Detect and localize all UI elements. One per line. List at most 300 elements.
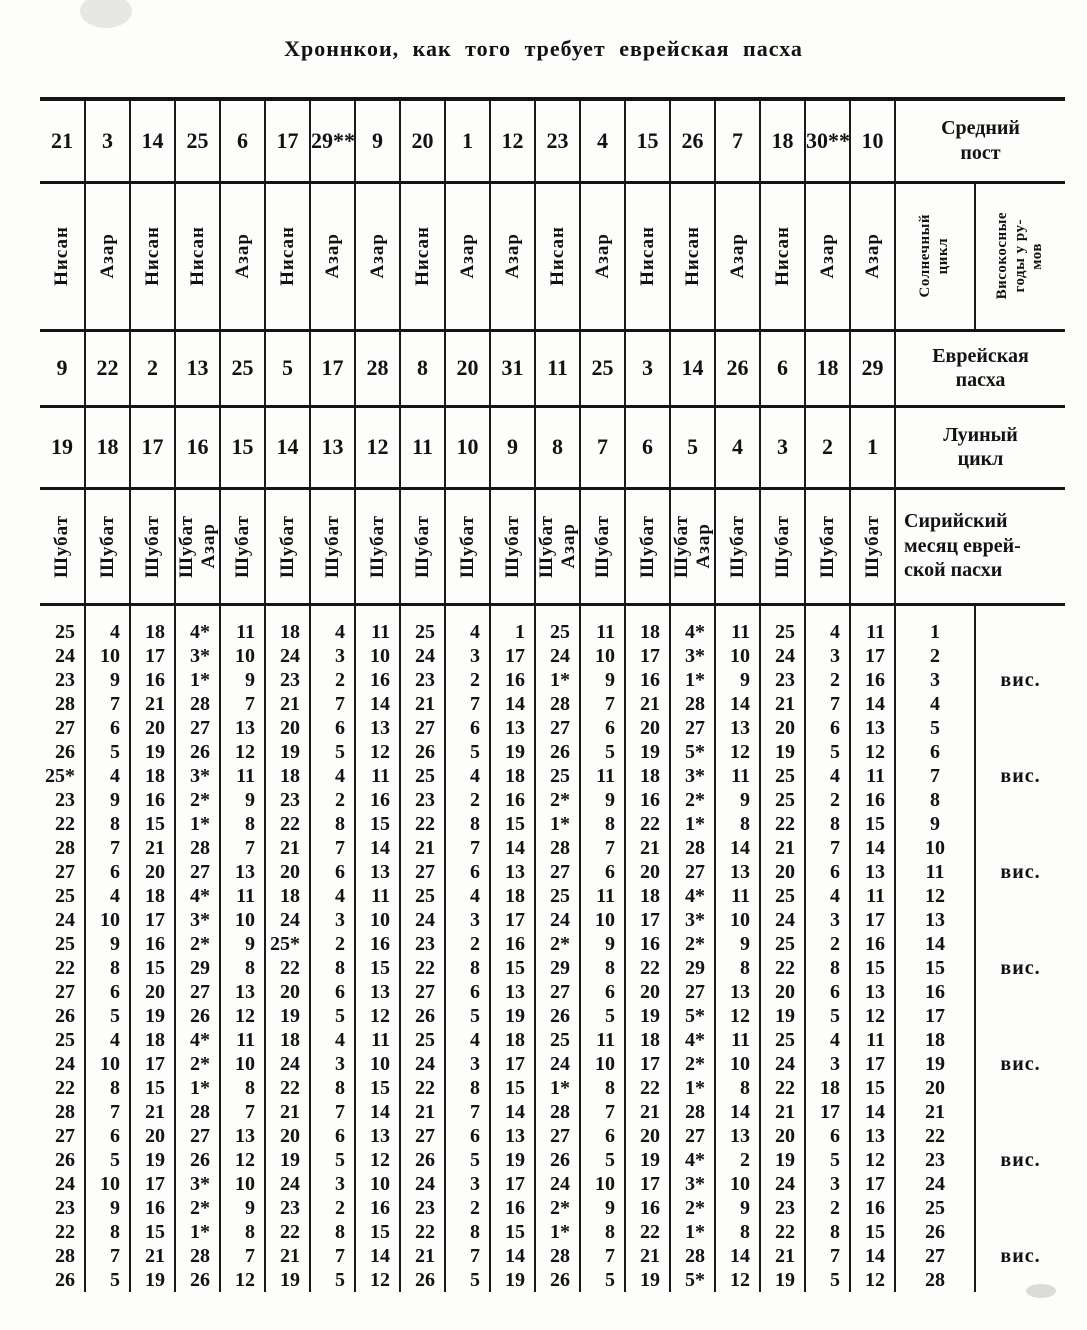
month-cell: [175, 182, 220, 330]
day-cell: 25: [400, 884, 445, 908]
day-cell: 5: [85, 1268, 130, 1292]
day-cell: 28: [535, 1244, 580, 1268]
day-cell: 4*: [670, 1148, 715, 1172]
leap-marker-cell: вис.: [1000, 764, 1041, 787]
mid-fast-value: 21: [40, 99, 85, 182]
day-cell: 26: [40, 1148, 85, 1172]
lunar-cycle-value: 14: [265, 406, 310, 488]
day-cell: 7: [310, 1100, 355, 1124]
day-cell: 13: [355, 1124, 400, 1148]
spacer-cell: [400, 604, 445, 620]
day-cell: 26: [175, 1004, 220, 1028]
day-cell: 16: [490, 1196, 535, 1220]
day-cell: 8: [715, 1076, 760, 1100]
day-cell: 13: [220, 980, 265, 1004]
day-cell: 6: [805, 860, 850, 884]
scan-smudge-top: [80, 0, 132, 28]
day-cell: 19: [130, 1148, 175, 1172]
day-cell: 16: [130, 668, 175, 692]
day-cell: 13: [490, 860, 535, 884]
day-cell: 28: [535, 836, 580, 860]
row-middle-fast: [40, 99, 1065, 182]
passover-value: 8: [400, 330, 445, 406]
day-cell: 24: [760, 908, 805, 932]
day-cell: 2: [310, 932, 355, 956]
day-cell: 1*: [535, 1076, 580, 1100]
day-cell: 15: [490, 1220, 535, 1244]
mid-fast-value: 14: [130, 99, 175, 182]
day-cell: 7: [445, 1244, 490, 1268]
day-cell: 14: [490, 1100, 535, 1124]
passover-value: 2: [130, 330, 175, 406]
day-cell: 16: [850, 668, 895, 692]
leap-marker-cell: [975, 644, 1065, 668]
year-number-cell: 7: [895, 764, 975, 788]
day-cell: 23: [760, 668, 805, 692]
leap-years-label: [975, 182, 1065, 330]
day-cell: 22: [400, 812, 445, 836]
day-cell: 8: [445, 1220, 490, 1244]
day-cell: 10: [355, 644, 400, 668]
syrian-month-cell: [490, 488, 535, 604]
day-cell: 18: [490, 1028, 535, 1052]
day-cell: 11: [850, 884, 895, 908]
day-cell: 3*: [175, 1172, 220, 1196]
lunar-cycle-value: 6: [625, 406, 670, 488]
table-row: [40, 884, 1065, 908]
day-cell: 17: [130, 644, 175, 668]
day-cell: 26: [175, 740, 220, 764]
day-cell: 2*: [670, 1052, 715, 1076]
day-cell: 26: [400, 1004, 445, 1028]
day-cell: 24: [400, 1052, 445, 1076]
day-cell: 4*: [670, 1028, 715, 1052]
day-cell: 9: [220, 932, 265, 956]
year-number-cell: 27: [895, 1244, 975, 1268]
vertical-text: Азар: [816, 233, 838, 279]
day-cell: 6: [85, 980, 130, 1004]
day-cell: 6: [445, 1124, 490, 1148]
day-cell: 21: [130, 692, 175, 716]
passover-value: 29: [850, 330, 895, 406]
day-cell: 20: [760, 716, 805, 740]
day-cell: 25: [400, 1028, 445, 1052]
day-cell: 12: [715, 1268, 760, 1292]
day-cell: 19: [760, 1268, 805, 1292]
spacer-cell: [130, 604, 175, 620]
spacer-cell: [40, 604, 85, 620]
day-cell: 4: [310, 884, 355, 908]
vertical-text: Нисан: [141, 226, 163, 286]
day-cell: 4: [445, 1028, 490, 1052]
day-cell: 21: [400, 1100, 445, 1124]
year-number-cell: 4: [895, 692, 975, 716]
leap-marker-cell: [975, 836, 1065, 860]
table-row: [40, 1028, 1065, 1052]
passover-value: 25: [580, 330, 625, 406]
day-cell: 7: [85, 836, 130, 860]
day-cell: 13: [355, 860, 400, 884]
day-cell: 13: [850, 980, 895, 1004]
day-cell: 24: [40, 1052, 85, 1076]
table-row: [40, 932, 1065, 956]
vertical-text: Шубат: [861, 514, 883, 578]
syrian-month-cell: [130, 488, 175, 604]
day-cell: 16: [130, 788, 175, 812]
day-cell: 21: [265, 1100, 310, 1124]
day-cell: 22: [760, 812, 805, 836]
day-cell: 7: [220, 1244, 265, 1268]
leap-marker-cell: [975, 908, 1065, 932]
day-cell: 26: [40, 740, 85, 764]
day-cell: 12: [355, 1148, 400, 1172]
day-cell: 7: [310, 836, 355, 860]
day-cell: 17: [850, 908, 895, 932]
day-cell: 26: [400, 1148, 445, 1172]
table-row: [40, 908, 1065, 932]
day-cell: 19: [265, 1004, 310, 1028]
passover-value: 13: [175, 330, 220, 406]
day-cell: 10: [580, 1052, 625, 1076]
day-cell: 13: [490, 1124, 535, 1148]
day-cell: 15: [130, 1076, 175, 1100]
day-cell: 22: [265, 812, 310, 836]
day-cell: 25: [760, 620, 805, 644]
day-cell: 28: [670, 1244, 715, 1268]
day-cell: 11: [850, 1028, 895, 1052]
day-cell: 11: [715, 1028, 760, 1052]
day-cell: 28: [535, 1100, 580, 1124]
table-row: [40, 644, 1065, 668]
day-cell: 23: [265, 788, 310, 812]
day-cell: 17: [490, 1172, 535, 1196]
vertical-text: Азар: [861, 233, 883, 279]
day-cell: 6: [85, 1124, 130, 1148]
day-cell: 26: [535, 1004, 580, 1028]
day-cell: 14: [715, 1100, 760, 1124]
day-cell: 4: [310, 1028, 355, 1052]
day-cell: 26: [175, 1148, 220, 1172]
day-cell: 17: [850, 1052, 895, 1076]
day-cell: 5: [445, 740, 490, 764]
leap-marker-cell: вис.: [1000, 860, 1041, 883]
passover-value: 17: [310, 330, 355, 406]
day-cell: 28: [40, 1100, 85, 1124]
day-cell: 25: [400, 620, 445, 644]
spacer-cell: [895, 604, 975, 620]
table-header: [40, 99, 1065, 604]
day-cell: 5: [445, 1004, 490, 1028]
day-cell: 7: [310, 1244, 355, 1268]
day-cell: 10: [85, 1172, 130, 1196]
day-cell: 23: [760, 1196, 805, 1220]
day-cell: 13: [850, 1124, 895, 1148]
day-cell: 20: [625, 716, 670, 740]
year-number-cell: 18: [895, 1028, 975, 1052]
day-cell: 19: [130, 740, 175, 764]
mid-fast-value: 7: [715, 99, 760, 182]
month-cell: [40, 182, 85, 330]
day-cell: 19: [265, 1268, 310, 1292]
day-cell: 21: [130, 1100, 175, 1124]
day-cell: 1*: [175, 1220, 220, 1244]
day-cell: 14: [850, 1244, 895, 1268]
spacer-cell: [535, 604, 580, 620]
day-cell: 22: [265, 1220, 310, 1244]
vertical-text: Азар: [96, 233, 118, 279]
day-cell: 13: [220, 1124, 265, 1148]
day-cell: 19: [490, 740, 535, 764]
day-cell: 8: [445, 812, 490, 836]
leap-marker-cell: [975, 716, 1065, 740]
vertical-text: Шубат: [501, 514, 523, 578]
day-cell: 22: [625, 1076, 670, 1100]
day-cell: 2*: [175, 1196, 220, 1220]
day-cell: 17: [625, 908, 670, 932]
day-cell: 2*: [670, 788, 715, 812]
day-cell: 27: [175, 716, 220, 740]
day-cell: 21: [400, 692, 445, 716]
vertical-text: Шубат: [96, 514, 118, 578]
day-cell: 25: [760, 1028, 805, 1052]
spacer-cell: [625, 604, 670, 620]
day-cell: 17: [490, 644, 535, 668]
day-cell: 3*: [670, 644, 715, 668]
day-cell: 5: [580, 1268, 625, 1292]
day-cell: 25: [760, 884, 805, 908]
month-cell: [220, 182, 265, 330]
day-cell: 3*: [670, 908, 715, 932]
year-number-cell: 9: [895, 812, 975, 836]
day-cell: 8: [445, 1076, 490, 1100]
day-cell: 12: [220, 1004, 265, 1028]
vertical-text: Шубат: [670, 514, 692, 578]
day-cell: 8: [580, 1220, 625, 1244]
day-cell: 1*: [670, 1220, 715, 1244]
day-cell: 26: [535, 1148, 580, 1172]
day-cell: 1*: [535, 812, 580, 836]
day-cell: 8: [805, 1220, 850, 1244]
day-cell: 14: [850, 692, 895, 716]
day-cell: 18: [265, 884, 310, 908]
table-row: [40, 1196, 1065, 1220]
table-row: [40, 836, 1065, 860]
spacer-cell: [850, 604, 895, 620]
day-cell: 4*: [670, 884, 715, 908]
vertical-text: Азар: [456, 233, 478, 279]
day-cell: 24: [265, 644, 310, 668]
day-cell: 22: [625, 812, 670, 836]
day-cell: 14: [850, 1100, 895, 1124]
day-cell: 16: [355, 1196, 400, 1220]
day-cell: 17: [805, 1100, 850, 1124]
leap-marker-cell: [975, 620, 1065, 644]
day-cell: 10: [580, 1172, 625, 1196]
day-cell: 21: [760, 1100, 805, 1124]
day-cell: 17: [490, 1052, 535, 1076]
leap-marker-cell: [975, 1172, 1065, 1196]
day-cell: 17: [130, 1172, 175, 1196]
day-cell: 13: [715, 716, 760, 740]
day-cell: 10: [715, 1172, 760, 1196]
day-cell: 9: [715, 668, 760, 692]
day-cell: 20: [760, 860, 805, 884]
lunar-cycle-value: 16: [175, 406, 220, 488]
day-cell: 25: [40, 932, 85, 956]
day-cell: 8: [220, 1076, 265, 1100]
day-cell: 3*: [670, 1172, 715, 1196]
syrian-month-cell: [445, 488, 490, 604]
day-cell: 19: [625, 1268, 670, 1292]
day-cell: 10: [85, 644, 130, 668]
day-cell: 4*: [175, 884, 220, 908]
day-cell: 25: [40, 620, 85, 644]
day-cell: 25: [40, 884, 85, 908]
day-cell: 21: [400, 836, 445, 860]
day-cell: 21: [130, 1244, 175, 1268]
day-cell: 19: [760, 1004, 805, 1028]
day-cell: 24: [400, 908, 445, 932]
day-cell: 12: [850, 1268, 895, 1292]
day-cell: 1*: [535, 1220, 580, 1244]
day-cell: 24: [760, 644, 805, 668]
passover-value: 25: [220, 330, 265, 406]
day-cell: 24: [760, 1052, 805, 1076]
day-cell: 16: [490, 788, 535, 812]
day-cell: 4: [310, 620, 355, 644]
day-cell: 27: [40, 716, 85, 740]
day-cell: 8: [310, 1220, 355, 1244]
leap-marker-cell: [975, 1100, 1065, 1124]
day-cell: 8: [445, 956, 490, 980]
day-cell: 14: [355, 1244, 400, 1268]
table-row: [40, 1244, 1065, 1268]
syrian-month-cell: [625, 488, 670, 604]
day-cell: 15: [850, 1076, 895, 1100]
day-cell: 8: [220, 812, 265, 836]
day-cell: 6: [805, 1124, 850, 1148]
day-cell: 15: [355, 956, 400, 980]
day-cell: 5: [310, 1148, 355, 1172]
leap-marker-cell: [975, 1124, 1065, 1148]
day-cell: 7: [580, 1100, 625, 1124]
day-cell: 4: [805, 620, 850, 644]
day-cell: 20: [265, 1124, 310, 1148]
day-cell: 2*: [175, 788, 220, 812]
day-cell: 8: [715, 956, 760, 980]
table-row: [40, 692, 1065, 716]
day-cell: 9: [715, 1196, 760, 1220]
day-cell: 4: [445, 884, 490, 908]
day-cell: 8: [85, 812, 130, 836]
day-cell: 18: [805, 1076, 850, 1100]
spacer-cell: [220, 604, 265, 620]
day-cell: 9: [715, 932, 760, 956]
leap-marker-cell: [975, 1220, 1065, 1244]
year-number-cell: 20: [895, 1076, 975, 1100]
lunar-cycle-value: 7: [580, 406, 625, 488]
day-cell: 21: [265, 1244, 310, 1268]
day-cell: 4: [805, 1028, 850, 1052]
year-number-cell: 25: [895, 1196, 975, 1220]
vertical-text: Азар: [321, 233, 343, 279]
vertical-text: мов: [1029, 242, 1046, 270]
day-cell: 19: [265, 1148, 310, 1172]
day-cell: 17: [625, 1052, 670, 1076]
day-cell: 2: [805, 932, 850, 956]
day-cell: 24: [535, 1052, 580, 1076]
day-cell: 16: [625, 932, 670, 956]
day-cell: 10: [355, 908, 400, 932]
day-cell: 15: [850, 812, 895, 836]
leap-marker-cell: [975, 788, 1065, 812]
day-cell: 11: [220, 884, 265, 908]
table-row: [40, 668, 1065, 692]
day-cell: 5: [580, 1148, 625, 1172]
day-cell: 24: [265, 1172, 310, 1196]
day-cell: 28: [40, 692, 85, 716]
day-cell: 5*: [670, 1268, 715, 1292]
day-cell: 20: [265, 860, 310, 884]
lunar-cycle-value: 11: [400, 406, 445, 488]
row-syrian-month: [40, 488, 1065, 604]
day-cell: 6: [310, 980, 355, 1004]
day-cell: 15: [130, 1220, 175, 1244]
lunar-cycle-value: 10: [445, 406, 490, 488]
mid-fast-value: 26: [670, 99, 715, 182]
day-cell: 6: [310, 716, 355, 740]
day-cell: 2: [805, 668, 850, 692]
lunar-cycle-value: 15: [220, 406, 265, 488]
vertical-text: годы у ру-: [1011, 219, 1028, 293]
vertical-text: Шубат: [411, 514, 433, 578]
day-cell: 28: [40, 836, 85, 860]
day-cell: 23: [400, 788, 445, 812]
month-cell: [805, 182, 850, 330]
vertical-text: Шубат: [366, 514, 388, 578]
day-cell: 16: [625, 1196, 670, 1220]
vertical-text: Шубат: [175, 514, 197, 578]
day-cell: 6: [445, 860, 490, 884]
vertical-text: Шубат: [535, 514, 557, 578]
day-cell: 11: [220, 1028, 265, 1052]
day-cell: 13: [715, 980, 760, 1004]
day-cell: 7: [445, 836, 490, 860]
year-number-cell: 21: [895, 1100, 975, 1124]
day-cell: 6: [445, 980, 490, 1004]
day-cell: 23: [40, 1196, 85, 1220]
row-jewish-passover: [40, 330, 1065, 406]
day-cell: 16: [130, 932, 175, 956]
day-cell: 7: [445, 1100, 490, 1124]
mid-fast-value: 29**: [310, 99, 355, 182]
day-cell: 7: [310, 692, 355, 716]
vertical-text: Нисан: [411, 226, 433, 286]
day-cell: 22: [265, 956, 310, 980]
day-cell: 25: [760, 764, 805, 788]
day-cell: 23: [400, 1196, 445, 1220]
day-cell: 19: [490, 1268, 535, 1292]
day-cell: 13: [850, 716, 895, 740]
day-cell: 1: [490, 620, 535, 644]
day-cell: 2: [310, 788, 355, 812]
day-cell: 9: [715, 788, 760, 812]
day-cell: 16: [355, 788, 400, 812]
table-row: [40, 1220, 1065, 1244]
day-cell: 16: [850, 932, 895, 956]
day-cell: 4: [445, 620, 490, 644]
day-cell: 14: [355, 692, 400, 716]
